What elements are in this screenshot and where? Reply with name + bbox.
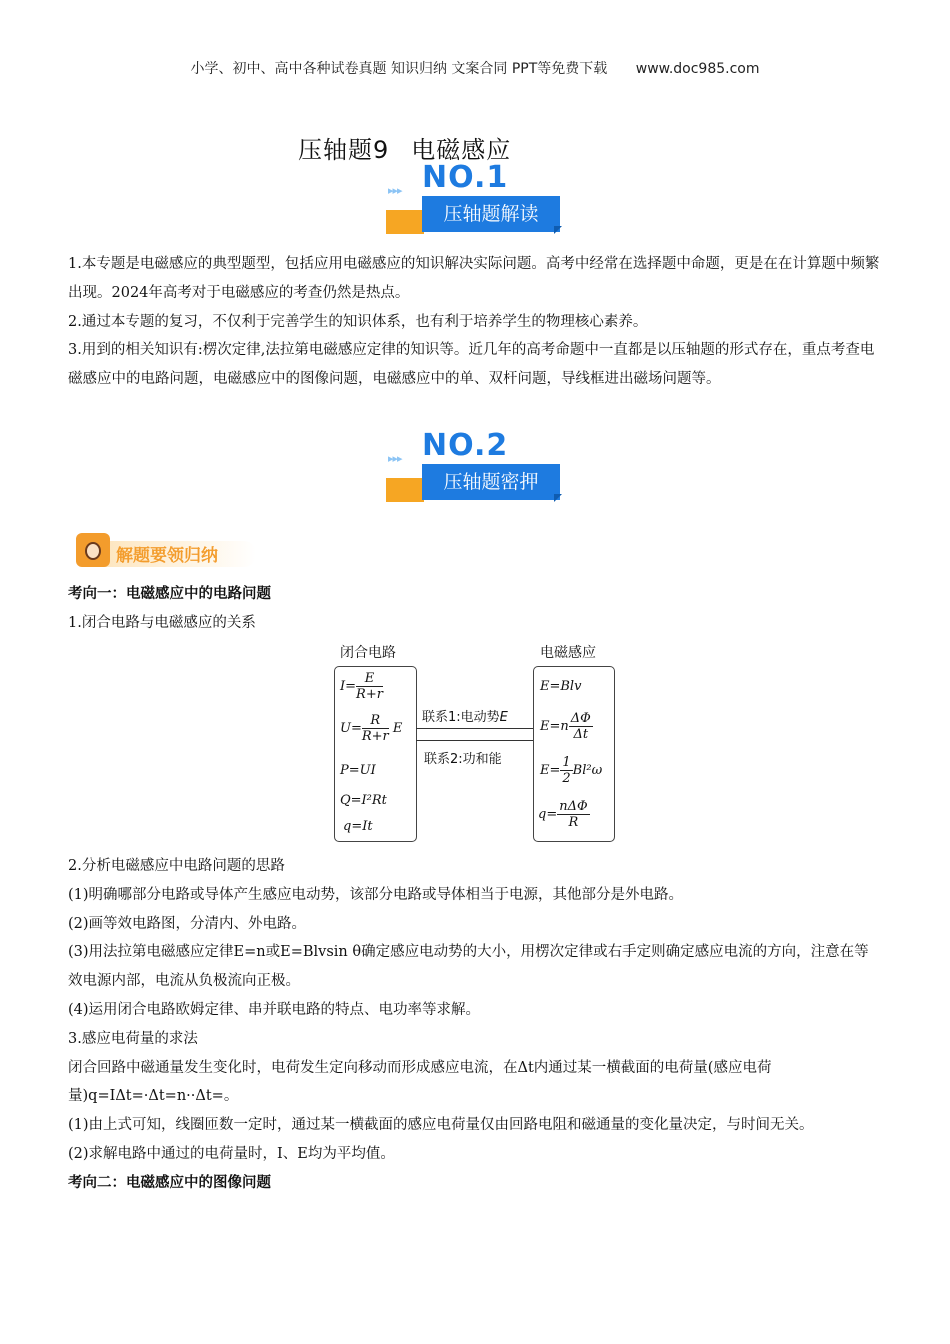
intro-paragraph: 3.用到的相关知识有:楞次定律,法拉第电磁感应定律的知识等。近几年的高考命题中一直都是以压轴题的形式存在，重点考查电磁感应中的电路问题，电磁感应中的图像问题，电磁感应中的单、双杆问题，导线框进出磁场问题等。 (68, 342, 875, 388)
body-line: (4)运用闭合电路欧姆定律、串并联电路的特点、电功率等求解。 (68, 1001, 481, 1018)
section-badge-2 (386, 428, 566, 508)
body-line: 闭合回路中磁通量发生变化时，电荷发生定向移动而形成感应电流，在Δt内通过某一横截面的电荷量(感应电荷量)q=IΔt=·Δt=n··Δt=。 (68, 1059, 772, 1105)
body-text (68, 852, 882, 1198)
badge-label: 压轴题解读 (422, 196, 560, 232)
link-line-2 (416, 740, 533, 741)
teacher-avatar-icon (76, 533, 110, 567)
formula-U: U= $\frac{R}{R+r}$ E (340, 713, 403, 744)
banner-text: 小学、初中、高中各种试卷真题 知识归纳 文案合同 PPT等免费下载 (190, 61, 608, 77)
badge-label: 压轴题密押 (422, 464, 560, 500)
left-box-title: 闭合电路 (340, 645, 396, 661)
formula-I: I= $\frac{E}{R+r}$ (340, 671, 383, 702)
body-line: (2)画等效电路图，分清内、外电路。 (68, 915, 307, 932)
tips-header (76, 531, 256, 569)
formula-q-charge: q= $\frac{\text{nΔΦ}}{R}$ (538, 799, 588, 830)
intro-text (68, 250, 882, 394)
body-line: (3)用法拉第电磁感应定律E=n或E=Blvsin θ确定感应电动势的大小，用楞次定律或右手定则确定感应电流的方向，注意在等效电源内部，电流从负极流向正极。 (68, 944, 869, 990)
title-number: 压轴题9 (298, 136, 390, 164)
body-line: (2)求解电路中通过的电荷量时，I、E均为平均值。 (68, 1145, 395, 1162)
section-badge-1 (386, 160, 566, 240)
site-banner (0, 58, 950, 78)
formula-q: q=It (343, 819, 373, 834)
right-box-title: 电磁感应 (540, 645, 596, 661)
direction1-heading: 考向一：电磁感应中的电路问题 (68, 586, 271, 602)
intro-paragraph: 1.本专题是电磁感应的典型题型，包括应用电磁感应的知识解决实际问题。高考中经常在选择题中命题，更是在在计算题中频繁出现。2024年高考对于电磁感应的考查仍然是热点。 (68, 256, 880, 301)
formula-E-rotation: E= $\frac{1}{2}$ Bl²ω (540, 755, 603, 786)
site-url[interactable]: www.doc985.com (635, 61, 760, 77)
badge-accent (386, 478, 424, 502)
em-induction-box (533, 666, 615, 842)
badge-tail (554, 226, 562, 234)
link-energy: 联系2:功和能 (424, 752, 502, 767)
intro-paragraph: 2.通过本专题的复习，不仅利于完善学生的知识体系，也有利于培养学生的物理核心素养。 (68, 313, 648, 330)
circuit-induction-diagram (332, 642, 616, 844)
body-line: (1)明确哪部分电路或导体产生感应电动势，该部分电路或导体相当于电源，其他部分是外电路。 (68, 886, 684, 903)
link-emf: 联系1:电动势E (422, 710, 508, 725)
closed-circuit-box (334, 666, 417, 842)
direction2-heading: 考向二：电磁感应中的图像问题 (68, 1174, 271, 1191)
badge-number: NO.2 (422, 428, 509, 463)
badge-accent (386, 210, 424, 234)
arrow-decor-icon: ▸▸▸ (388, 184, 402, 197)
badge-number: NO.1 (422, 160, 509, 195)
body-line: (1)由上式可知，线圈匝数一定时，通过某一横截面的感应电荷量仅由回路电阻和磁通量的变化量决定，与时间无关。 (68, 1117, 814, 1134)
formula-Q: Q=I²Rt (340, 793, 387, 808)
formula-E-faraday: E=n $\frac{\Delta\Phi}{\Delta t}$ (540, 711, 591, 742)
formula-E-Blv: E=Blv (540, 679, 582, 694)
direction1-block (68, 580, 882, 638)
body-line: 2.分析电磁感应中电路问题的思路 (68, 858, 285, 874)
tips-label: 解题要领归纳 (116, 546, 218, 566)
body-line: 3.感应电荷量的求法 (68, 1030, 198, 1047)
formula-P: P=UI (340, 763, 376, 778)
badge-tail (554, 494, 562, 502)
title-topic: 电磁感应 (411, 136, 512, 164)
direction1-item1: 1.闭合电路与电磁感应的关系 (68, 614, 256, 631)
arrow-decor-icon: ▸▸▸ (388, 452, 402, 465)
link-line-1 (416, 728, 533, 729)
